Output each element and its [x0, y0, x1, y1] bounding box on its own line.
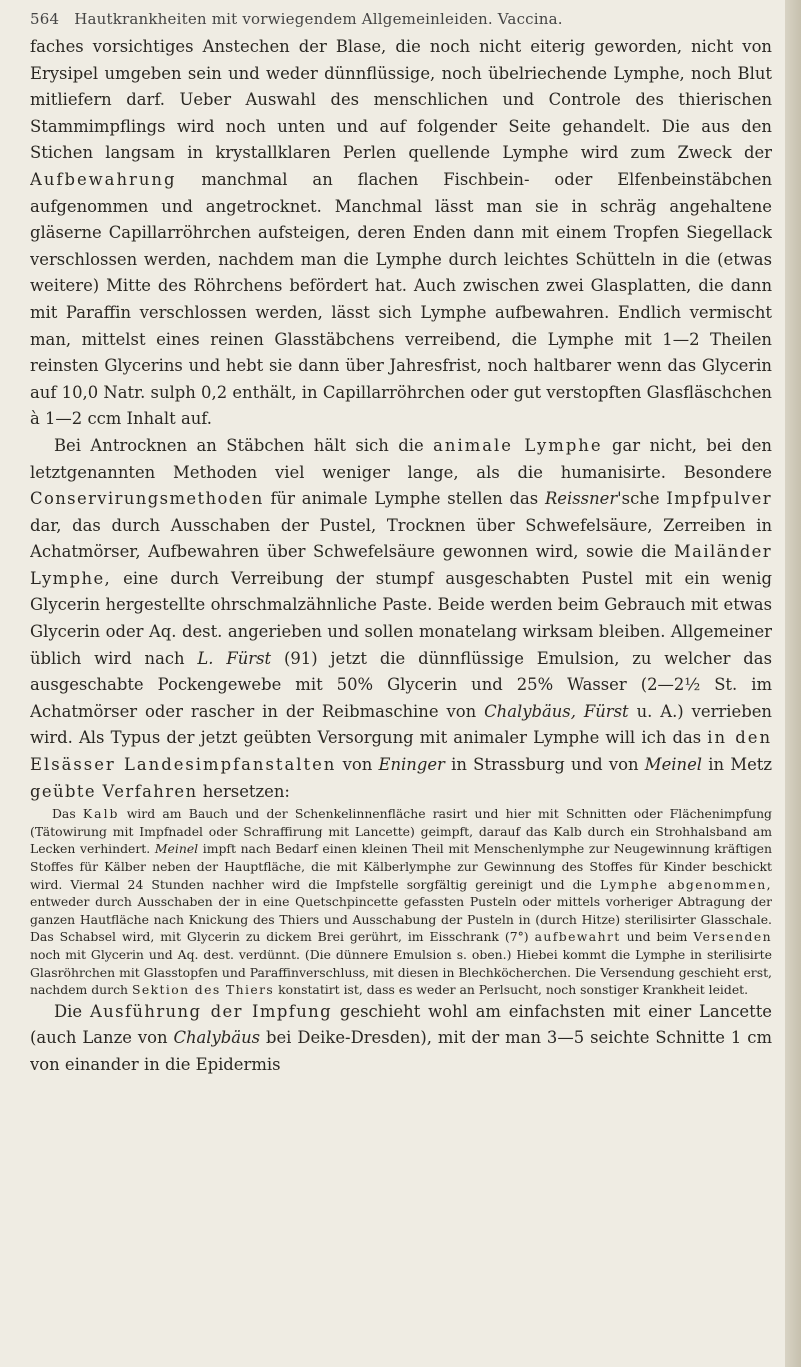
text-run: 'sche — [617, 489, 660, 509]
paragraph-procedure-smallprint — [30, 805, 772, 999]
author-name: Meinel — [154, 841, 199, 857]
author-name: Chalybäus — [173, 1028, 261, 1048]
spaced-term: Mailänder Lymphe, — [30, 542, 772, 588]
text-run: faches vorsichtiges Anstechen der Blase, die noch nicht eiterig geworden, nicht von Erysipel umgeben sein und weder dünnflüssige, noch übelriechende Lymphe, noch Blut mitliefern darf. Ueber Auswahl des menschlichen und Controle des thierischen Stammimpflings wird noch unten und auf folgender Seite gehandelt. Die aus den Stichen langsam in krystallklaren Perlen quellende Lymphe wird zum Zweck der — [30, 37, 772, 163]
spaced-term: aufbewahrt — [534, 929, 621, 945]
running-header — [30, 10, 772, 34]
spaced-term: in den Elsässer Landesimpfanstalten — [30, 728, 772, 775]
text-run: bei Deike-Dresden), mit der man 3—5 seichte Schnitte 1 cm von einander in die Epidermis — [30, 1028, 772, 1074]
text-run: manchmal an flachen Fischbein- oder Elfenbeinstäbchen aufgenommen und angetrocknet. Manchmal lässt man sie in schräg angehaltene gläserne Capillarröhrchen aufsteigen, deren Enden dann mit einem Tropfen Siegellack verschlossen werden, nachdem man die Lymphe durch leichtes Schütteln in die (etwas weitere) Mitte des Röhrchens befördert hat. Auch zwischen zwei Glasplatten, die dann mit Paraffin verschlossen werden, lässt sich Lymphe aufbewahren. Endlich vermischt man, mittelst eines reinen Glasstäbchens verreibend, die Lymphe mit 1—2 Theilen reinsten Glycerins und hebt sie dann über Jahresfrist, noch haltbarer wenn das Glycerin auf 10,0 Natr. sulph 0,2 enthält, in Capillarröhrchen oder gut verstopften Glasfläschchen à 1—2 ccm Inhalt auf. — [30, 169, 772, 429]
text-run: u. A.) verrieben wird. Als Typus der jetzt geübten Versorgung mit animaler Lymphe will ich das — [30, 701, 772, 748]
spaced-term: Versenden — [693, 929, 772, 945]
author-name: Chalybäus, Fürst — [484, 701, 629, 721]
page-edge — [785, 0, 801, 1367]
text-run: für animale Lymphe stellen das — [270, 489, 539, 509]
spaced-term: Kalb — [82, 806, 120, 822]
text-run: in Metz — [708, 755, 772, 775]
author-name: L. Fürst — [197, 648, 272, 668]
spaced-term: Conservirungsmethoden — [30, 489, 264, 509]
text-run: entweder durch Ausschaben der in eine Quetschpincette gefassten Pusteln oder mittels vorheriger Abtragung der ganzen Hautfläche nach Knickung des Thiers und Ausschabung der Pusteln in (durch Hitze) sterilisirter Glasschale. Das Schabsel wird, mit Glycerin zu dickem Brei gerührt, im Eisschrank (7°) — [30, 894, 772, 945]
text-run: und beim — [626, 929, 688, 945]
paragraph-storage — [30, 34, 772, 433]
book-page — [30, 10, 772, 1355]
text-run: hersetzen: — [202, 781, 290, 801]
author-name: Meinel — [644, 755, 703, 775]
text-run: in Strassburg und von — [451, 755, 639, 775]
author-name: Eninger — [378, 755, 445, 775]
spaced-term: Impfpulver — [666, 489, 772, 509]
text-run: Das — [52, 806, 76, 822]
text-run: Die — [54, 1001, 83, 1021]
text-run: geschieht wohl am einfachsten mit einer Lancette (auch Lanze von — [30, 1001, 772, 1048]
text-run: dar, das durch Ausschaben der Pustel, Trocknen über Schwefelsäure, Zerreiben in Achatmörser, Aufbewahren über Schwefelsäure gewonnen wird, sowie die — [30, 515, 772, 562]
spaced-term: Aufbewahrung — [30, 169, 177, 189]
paragraph-animal-lymph — [30, 433, 772, 805]
running-title: Hautkrankheiten mit vorwiegendem Allgemeinleiden. Vaccina. — [74, 10, 563, 28]
text-run: noch mit Glycerin und Aq. dest. verdünnt. (Die dünnere Emulsion s. oben.) Hiebei kommt die Lymphe in sterilisirte Glasröhrchen mit Glasstopfen und Paraffinverschluss, mit diesen in Blechköcherchen. Die Versendung geschieht erst, nachdem durch — [30, 946, 772, 998]
text-run: (91) jetzt die dünnflüssige Emulsion, zu welcher das ausgeschabte Pockengewebe mit 50% Glycerin und 25% Wasser (2—2½ St. im Achatmörser oder rascher in der Reibmaschine von — [30, 648, 772, 721]
paragraph-execution — [30, 999, 772, 1079]
text-run: konstatirt ist, dass es weder an Perlsucht, noch sonstiger Krankheit leidet. — [278, 982, 749, 998]
spaced-term: Ausführung der Impfung — [89, 1001, 333, 1021]
text-run: impft nach Bedarf einen kleinen Theil mit Menschenlymphe zur Neugewinnung kräftigen Stoffes für Kälber neben der Hauptfläche, die mit Kälberlymphe zur Gewinnung des Stoffes für Kinder beschickt wird. Viermal 24 Stunden nachher wird die Impfstelle sorgfältig gereinigt und die — [30, 841, 772, 892]
text-run: von — [342, 755, 373, 775]
spaced-term: Sektion des Thiers — [131, 982, 275, 998]
author-name: Reissner — [544, 489, 618, 509]
text-run: eine durch Verreibung der stumpf ausgeschabten Pustel mit ein wenig Glycerin hergestellte ohrschmalzähnliche Paste. Beide werden beim Gebrauch mit etwas Glycerin oder Aq. dest. angerieben und sollen monatelang wirksam bleiben. Allgemeiner üblich wird nach — [30, 568, 772, 668]
page-number: 564 — [30, 10, 60, 28]
text-run: wird am Bauch und der Schenkelinnenfläche rasirt und hier mit Schnitten oder Flächenimpfung (Tätowirung mit Impfnadel oder Schraffirung mit Lancette) geimpft, darauf das Kalb durch ein Strohhalsband am Lecken verhindert. — [30, 806, 772, 857]
spaced-term: animale Lymphe — [433, 435, 603, 455]
text-run: gar nicht, bei den letztgenannten Methoden viel weniger lange, als die humanisirte. Besondere — [30, 435, 772, 482]
text-run: Bei Antrocknen an Stäbchen hält sich die — [54, 435, 424, 455]
spaced-term: Lymphe abgenommen, — [599, 876, 772, 892]
spaced-term: geübte Verfahren — [30, 781, 198, 801]
